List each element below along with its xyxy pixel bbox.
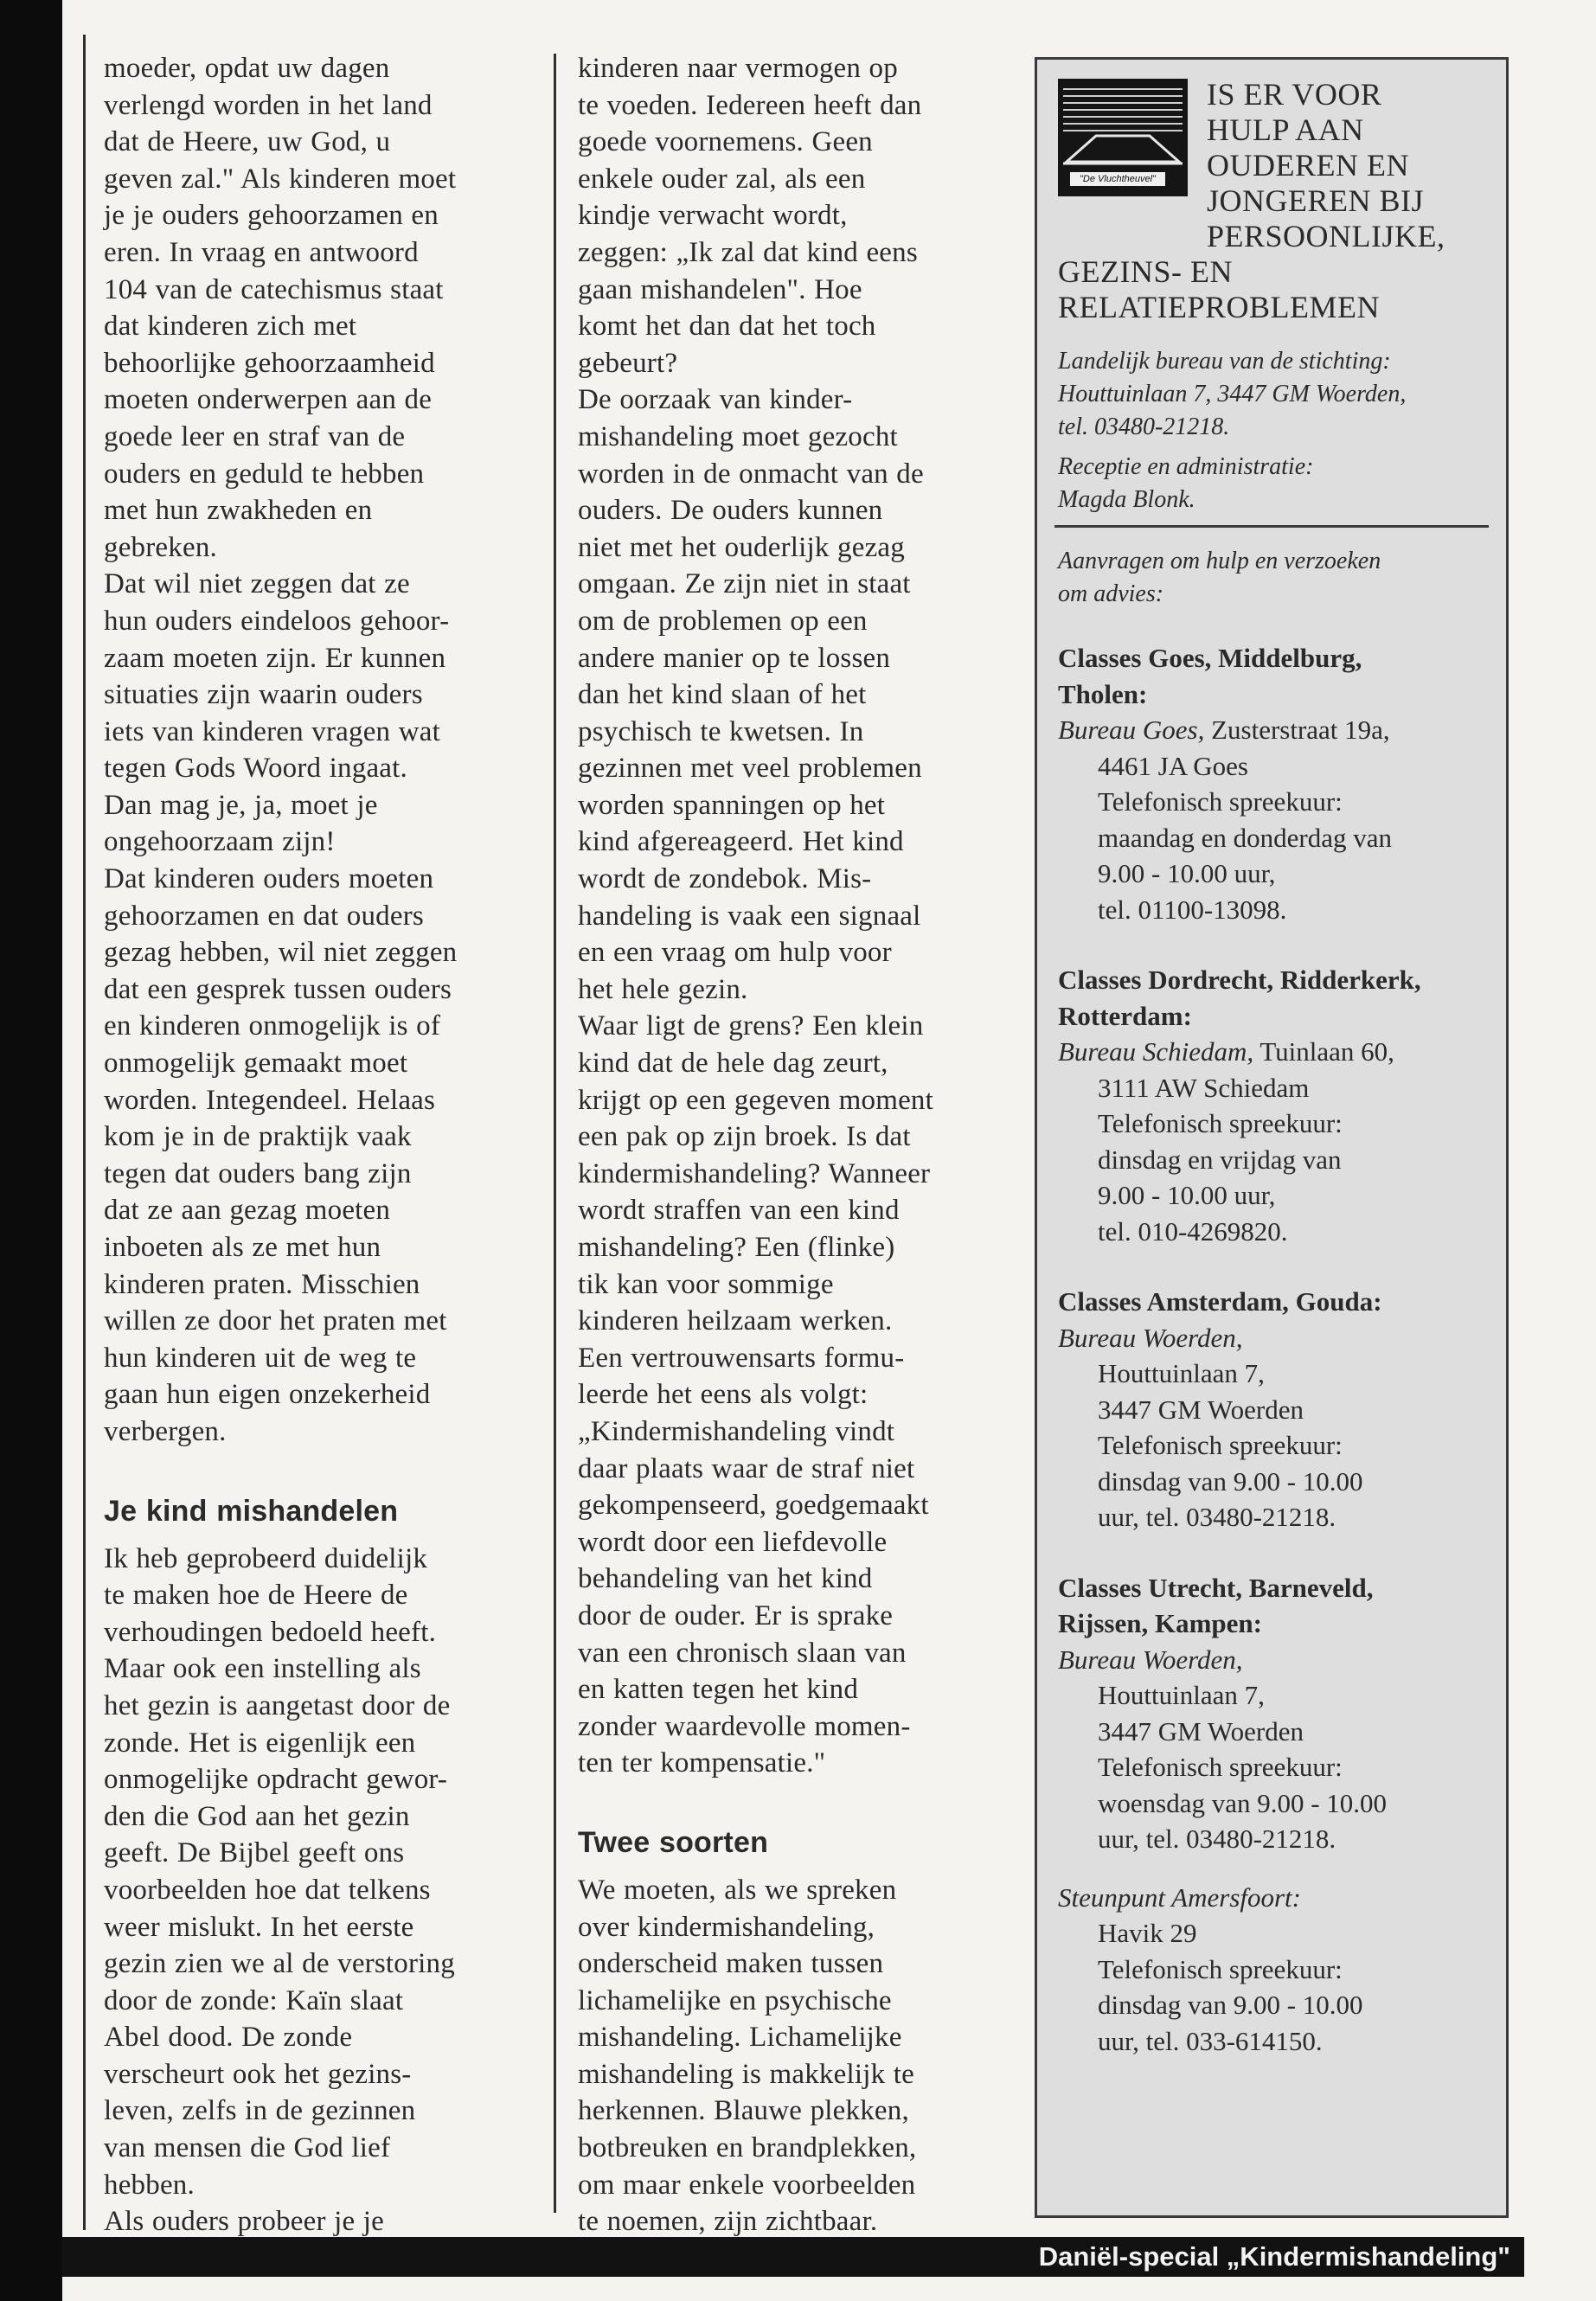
column-rule <box>83 35 86 2230</box>
steunpunt-name <box>1058 1880 1485 1916</box>
bureau-details: Houttuinlaan 7, 3447 GM Woerden Telefonisch spreekuur: dinsdag van 9.00 - 10.00 uur, tel. 03480-21218. <box>1098 1358 1363 1532</box>
requests-heading: Aanvragen om hulp en verzoeken om advies: <box>1058 548 1381 607</box>
steunpunt-section <box>1058 1880 1485 2060</box>
bureau-details: Houttuinlaan 7, 3447 GM Woerden Telefonisch spreekuur: woensdag van 9.00 - 10.00 uur, tel. 03480-21218. <box>1098 1680 1388 1854</box>
logo-caption: "De Vluchtheuvel" <box>1070 172 1165 186</box>
section-heading: Twee soorten <box>578 1825 769 1859</box>
paragraph: kinderen naar vermogen op te voeden. Iedereen heeft dan goede voornemens. Geen enkele ouder zal, als een kindje verwacht wordt, zeggen: „Ik zal dat kind eens gaan mishandelen". Hoe komt het dan dat het toch gebeurt? De oorzaak van kinder- mishandeling moet gezocht worden in de onmacht van de ouders. De ouders kunnen niet met het ouderlijk gezag omgaan. Ze zijn niet in staat om de problemen op een andere manier op te lossen dan het kind slaan of het psychisch te kwetsen. In gezinnen met veel problemen worden spanningen op het kind afgereageerd. Het kind wordt de zondebok. Mis- handeling is vaak een signaal en een vraag om hulp voor het hele gezin. Waar ligt de grens? Een klein kind dat de hele dag zeurt, krijgt op een gegeven moment een pak op zijn broek. Is dat kindermishandeling? Wanneer wordt straffen van een kind mishandeling? Een (flinke) tik kan voor sommige kinderen heilzaam werken. Een vertrouwensarts formu- leerde het eens als volgt: „Kindermishandeling vindt daar plaats waar de straf niet gekompenseerd, goedgemaakt wordt door een liefdevolle behandeling van het kind door de ouder. Er is sprake van een chronisch slaan van en katten tegen het kind zonder waardevolle momen- ten ter kompensatie." <box>578 53 933 1779</box>
national-office: Landelijk bureau van de stichting: Houttuinlaan 7, 3447 GM Woerden, tel. 03480-21218. <box>1058 348 1407 440</box>
bureau-section <box>1058 1284 1485 1535</box>
bureau-address <box>1058 1034 1485 1070</box>
bureau-name: Bureau Woerden, <box>1058 1644 1243 1675</box>
bureau-name: Bureau Woerden, <box>1058 1322 1243 1353</box>
sidebar-header <box>1058 77 1485 340</box>
title-lines: IS ER VOOR HULP AAN OUDEREN EN JONGEREN BIJ PERSOONLIJKE, <box>1207 77 1445 253</box>
bureau-name: Bureau Goes, <box>1058 715 1205 745</box>
bureau-name: Bureau Schiedam, <box>1058 1036 1254 1067</box>
steunpunt-office: Steunpunt Amersfoort: <box>1058 1881 1301 1913</box>
paragraph: moeder, opdat uw dagen verlengd worden in het land dat de Heere, uw God, u geven zal." Als kinderen moet je je ouders gehoorzamen en eren. In vraag en antwoord 104 van de catechismus staat dat kinderen zich met behoorlijke gehoorzaamheid moeten onderwerpen aan de goede leer en straf van de ouders en geduld te hebben met hun zwakheden en gebreken. Dat wil niet zeggen dat ze hun ouders eindeloos gehoor- zaam moeten zijn. Er kunnen situaties zijn waarin ouders iets van kinderen vragen wat tegen Gods Woord ingaat. Dan mag je, ja, moet je ongehoorzaam zijn! Dat kinderen ouders moeten gehoorzamen en dat ouders gezag hebben, wil niet zeggen dat een gesprek tussen ouders en kinderen onmogelijk is of onmogelijk gemaakt moet worden. Integendeel. Helaas kom je in de praktijk vaak tegen dat ouders bang zijn dat ze aan gezag moeten inboeten als ze met hun kinderen praten. Misschien willen ze door het praten met hun kinderen uit de weg te gaan hun eigen onzekerheid verbergen. <box>104 53 458 1447</box>
scan-edge <box>0 0 62 2301</box>
info-sidebar <box>1035 57 1509 2218</box>
address-line: Tuinlaan 60, <box>1253 1036 1394 1067</box>
sidebar-title <box>1058 77 1490 325</box>
title-lines: GEZINS- EN RELATIEPROBLEMEN <box>1058 254 1380 324</box>
bureau-address <box>1058 1320 1485 1356</box>
footer-title: Daniël-special „Kindermishandeling" <box>1038 2241 1510 2272</box>
article-column-2 <box>578 50 1010 2240</box>
address-line: Zusterstraat 19a, <box>1204 715 1390 745</box>
section-head: Classes Goes, Middelburg, Tholen: <box>1058 643 1362 709</box>
bureau-section <box>1058 962 1485 1249</box>
section-head: Classes Dordrecht, Ridderkerk, Rotterdam: <box>1058 965 1421 1031</box>
section-head: Classes Utrecht, Barneveld, Rijssen, Kampen: <box>1058 1572 1374 1638</box>
bureau-section <box>1058 640 1485 927</box>
bureau-details: 3111 AW Schiedam Telefonisch spreekuur: dinsdag en vrijdag van 9.00 - 10.00 uur, tel. 010-4269820. <box>1098 1072 1343 1247</box>
paragraph: Ik heb geprobeerd duidelijk te maken hoe de Heere de verhoudingen bedoeld heeft. Maar ook een instelling als het gezin is aangetast door de zonde. Het is eigenlijk een onmogelijke opdracht gewor- den die God aan het gezin geeft. De Bijbel geeft ons voorbeelden hoe dat telkens weer mislukt. In het eerste gezin zien we al de verstoring door de zonde: Kaïn slaat Abel dood. De zonde verscheurt ook het gezins- leven, zelfs in de gezinnen van mensen die God lief hebben. Als ouders probeer je je <box>104 1542 455 2238</box>
footer-bar <box>62 2237 1524 2277</box>
divider <box>1054 525 1489 528</box>
section-heading: Je kind mishandelen <box>104 1494 399 1528</box>
steunpunt-details: Havik 29 Telefonisch spreekuur: dinsdag van 9.00 - 10.00 uur, tel. 033-614150. <box>1098 1918 1363 2056</box>
column-rule <box>554 54 556 2213</box>
bureau-section <box>1058 1570 1485 1857</box>
bureau-details: 4461 JA Goes Telefonisch spreekuur: maandag en donderdag van 9.00 - 10.00 uur, tel. 01100-13098. <box>1098 750 1393 925</box>
reception: Receptie en administratie: Magda Blonk. <box>1058 453 1314 513</box>
bureau-address <box>1058 1642 1485 1678</box>
section-head: Classes Amsterdam, Gouda: <box>1058 1286 1382 1317</box>
bureau-address <box>1058 712 1485 748</box>
paragraph: We moeten, als we spreken over kindermishandeling, onderscheid maken tussen lichamelijke en psychische mishandeling. Lichamelijke mishandeling is makkelijk te herkennen. Blauwe plekken, botbreuken en brandplekken, om maar enkele voorbeelden te noemen, zijn zichtbaar. <box>578 1874 917 2238</box>
article-column-1 <box>104 50 536 2240</box>
